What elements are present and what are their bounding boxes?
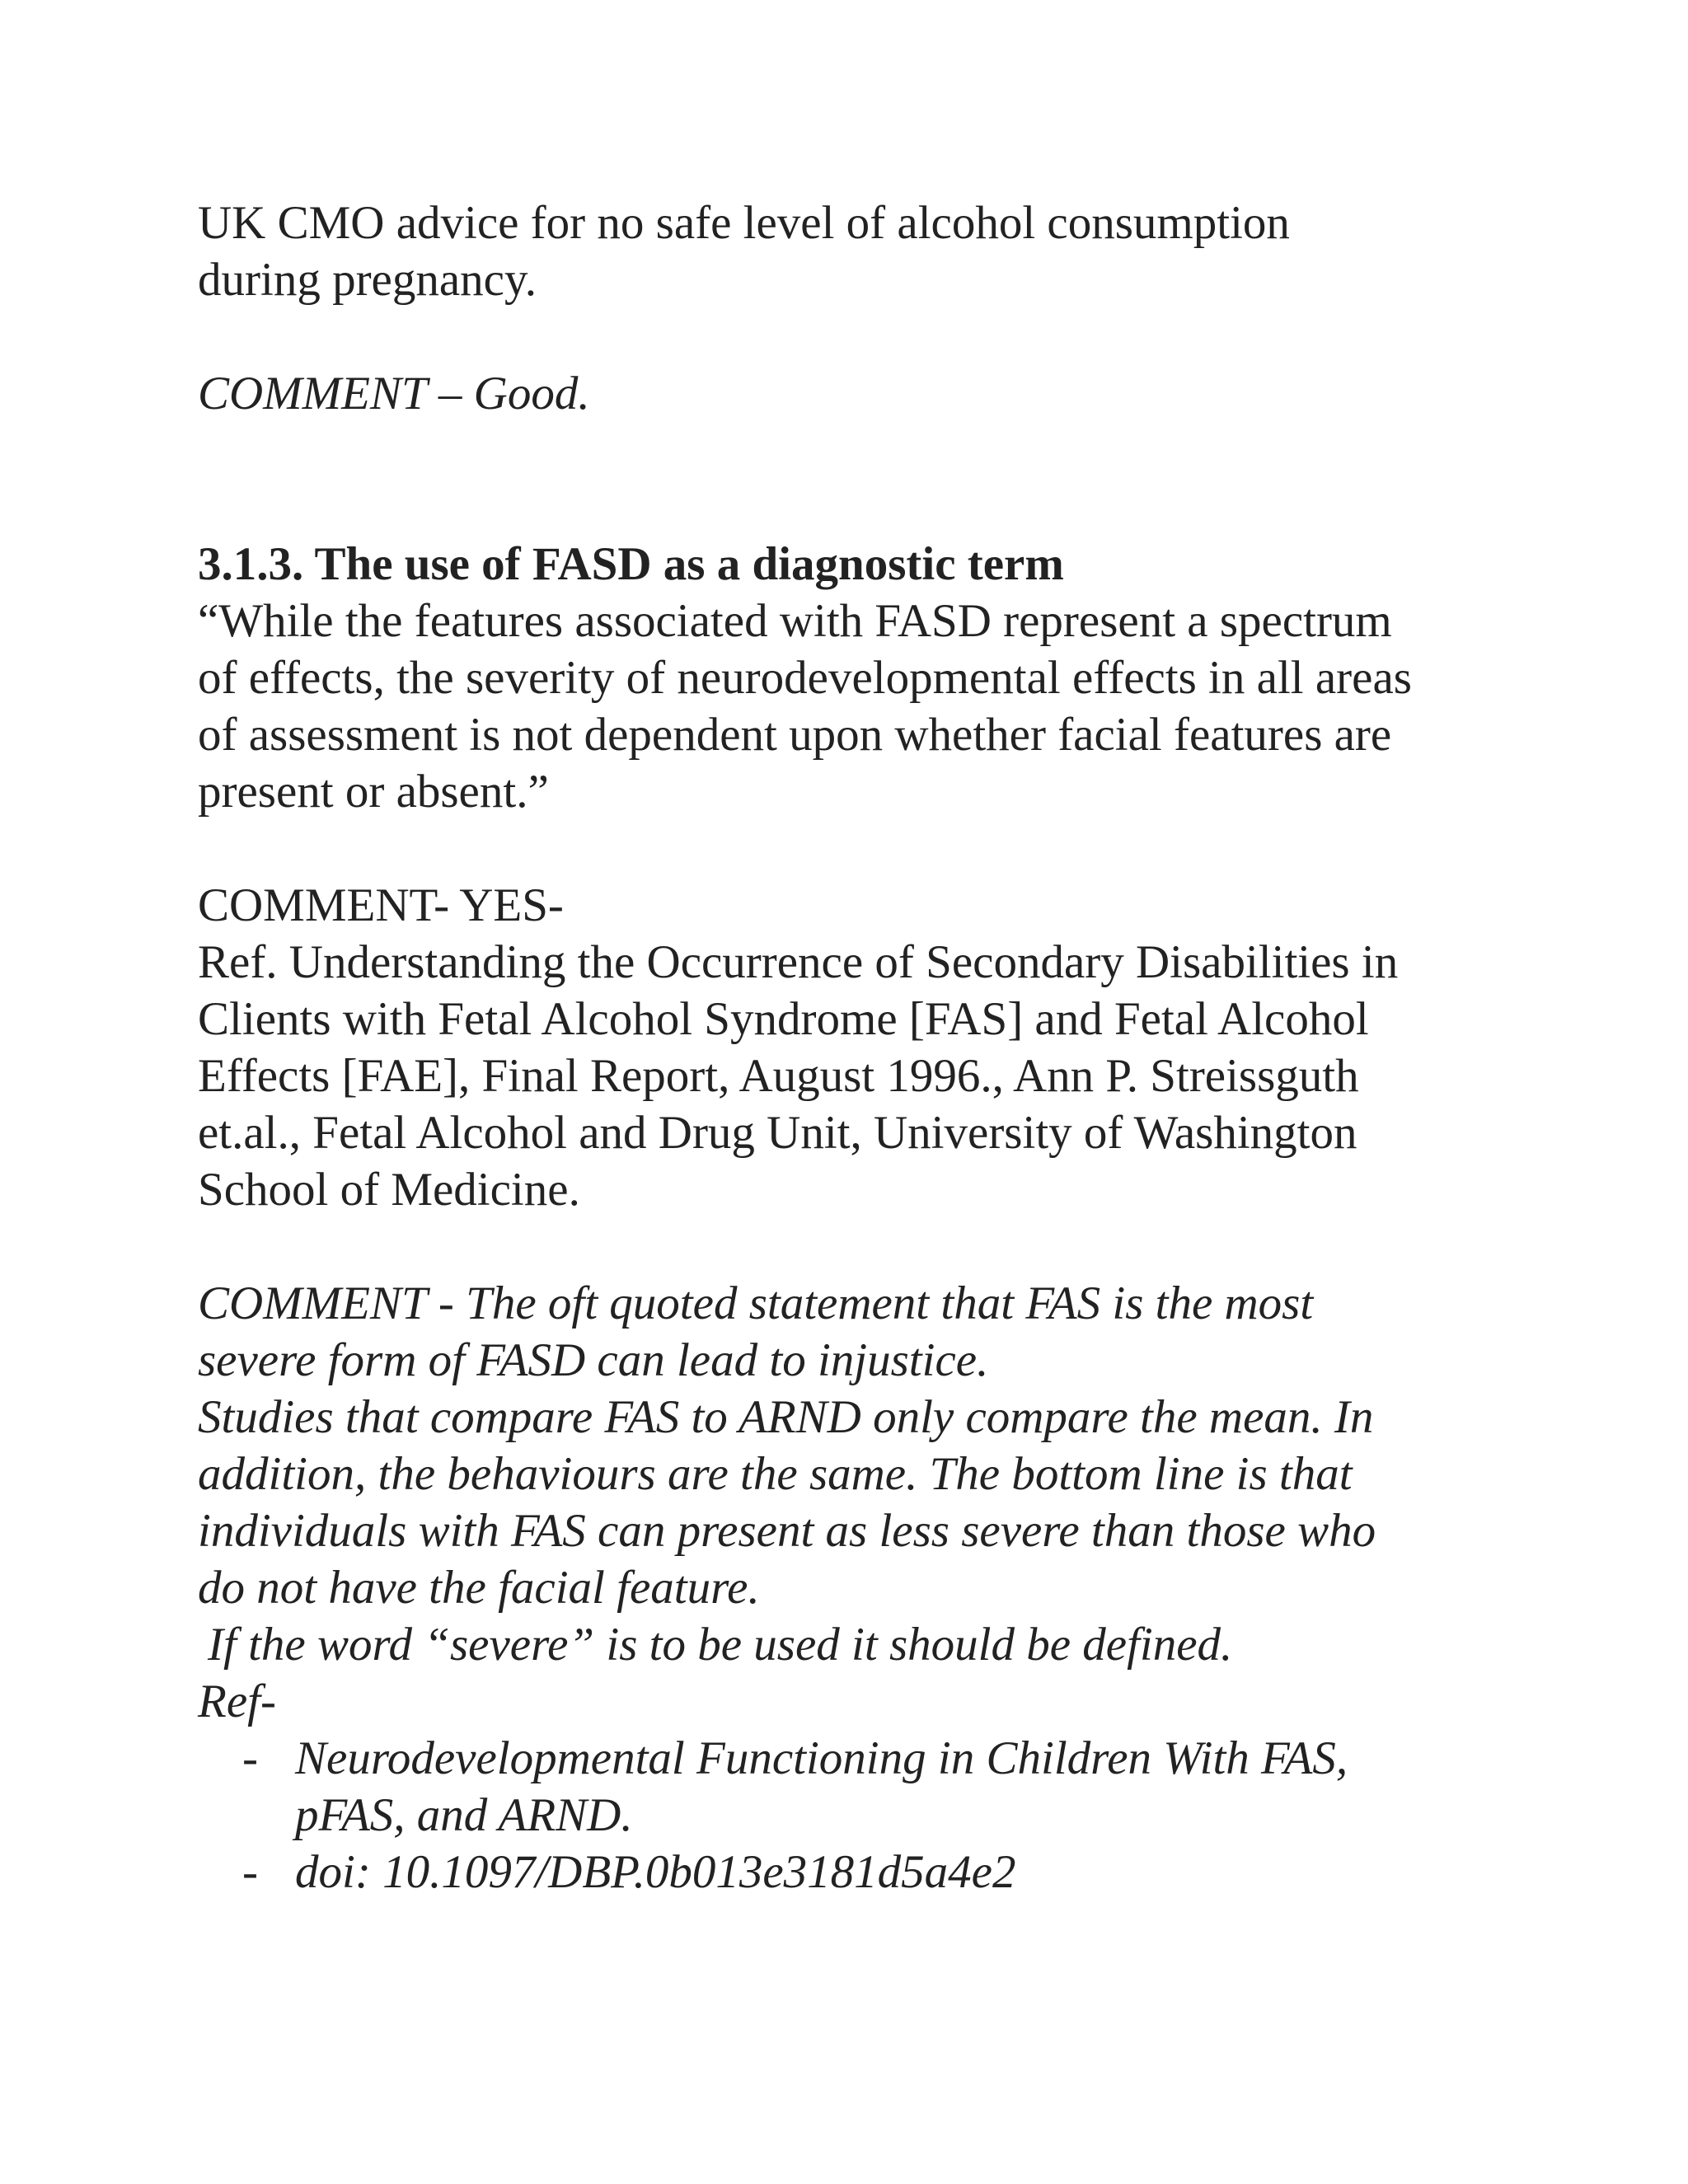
intro-line: during pregnancy. bbox=[198, 254, 537, 306]
reference-list bbox=[198, 1730, 1533, 1900]
intro-line: UK CMO advice for no safe level of alcohol consumption bbox=[198, 197, 1290, 249]
reference-line: et.al., Fetal Alcohol and Drug Unit, University of Washington bbox=[198, 1107, 1357, 1159]
spacer bbox=[198, 308, 1533, 365]
reference-title: Neurodevelopmental Functioning in Children With FAS, bbox=[295, 1732, 1348, 1784]
comment-severe-line: individuals with FAS can present as less severe than those who bbox=[198, 1505, 1376, 1557]
comment-good: COMMENT – Good. bbox=[198, 368, 590, 419]
reference-line: Ref. Understanding the Occurrence of Secondary Disabilities in bbox=[198, 936, 1399, 988]
document-body bbox=[198, 194, 1533, 1900]
reference-doi: doi: 10.1097/DBP.0b013e3181d5a4e2 bbox=[295, 1846, 1016, 1898]
comment-severe-line: do not have the facial feature. bbox=[198, 1562, 760, 1614]
severe-definition-line: If the word “severe” is to be used it should be defined. bbox=[208, 1619, 1233, 1671]
bullet-dash: - bbox=[242, 1732, 258, 1784]
comment-yes-label: COMMENT- YES- bbox=[198, 879, 564, 931]
comment-severe-line: severe form of FASD can lead to injustice. bbox=[198, 1334, 989, 1386]
list-item-continuation bbox=[198, 1787, 1533, 1844]
quote-line: of effects, the severity of neurodevelopmental effects in all areas bbox=[198, 652, 1412, 704]
ref-label: Ref- bbox=[198, 1675, 276, 1727]
quote-line: “While the features associated with FASD represent a spectrum bbox=[198, 595, 1392, 647]
spacer bbox=[198, 820, 1533, 877]
spacer bbox=[198, 422, 1533, 536]
list-item bbox=[198, 1844, 1533, 1900]
reference-line: Clients with Fetal Alcohol Syndrome [FAS] and Fetal Alcohol bbox=[198, 993, 1369, 1045]
list-item bbox=[198, 1730, 1533, 1787]
reference-title: pFAS, and ARND. bbox=[295, 1789, 633, 1841]
comment-severe-line: Studies that compare FAS to ARND only compare the mean. In bbox=[198, 1391, 1374, 1443]
reference-line: School of Medicine. bbox=[198, 1164, 580, 1216]
comment-severe-line: COMMENT - The oft quoted statement that FAS is the most bbox=[198, 1277, 1314, 1329]
comment-severe-line: addition, the behaviours are the same. The bottom line is that bbox=[198, 1448, 1353, 1500]
quote-line: of assessment is not dependent upon whether facial features are bbox=[198, 709, 1392, 761]
spacer bbox=[198, 1218, 1533, 1275]
section-heading: 3.1.3. The use of FASD as a diagnostic term bbox=[198, 538, 1064, 590]
bullet-dash: - bbox=[242, 1846, 258, 1898]
quote-line: present or absent.” bbox=[198, 766, 549, 818]
reference-line: Effects [FAE], Final Report, August 1996., Ann P. Streissguth bbox=[198, 1050, 1359, 1102]
